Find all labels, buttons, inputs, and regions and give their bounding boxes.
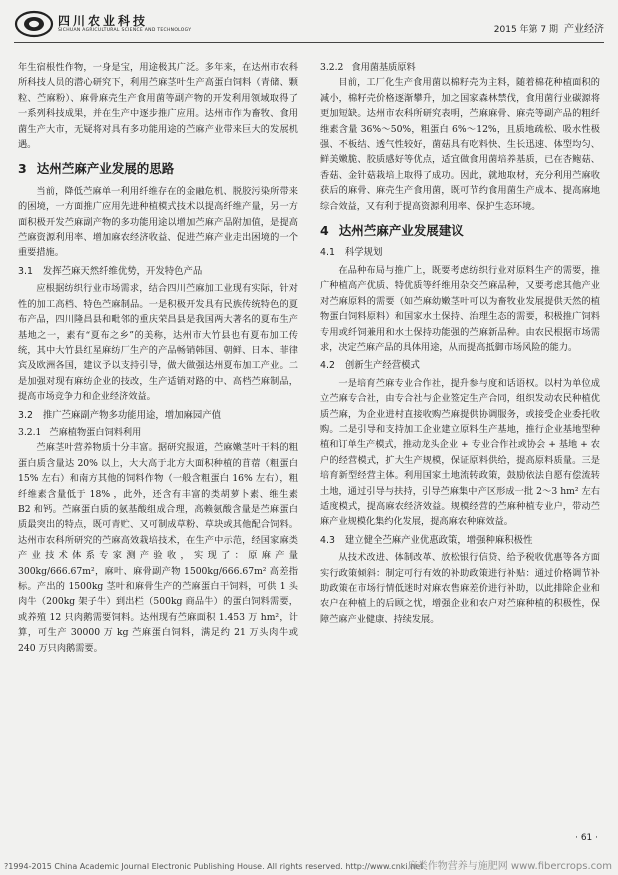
subsection-number: 4.1: [320, 247, 335, 259]
section-heading: [320, 223, 600, 238]
subsection-title: 建立健全苎麻产业优惠政策，增强种麻积极性: [344, 534, 533, 546]
issue-info: [494, 20, 604, 35]
subsection-heading: [320, 358, 600, 373]
copyright-text: ?1994-2015 China Academic Journal Electronic Publishing House. All rights reserved. http://www.cnki.net: [4, 862, 424, 871]
page-header: [14, 8, 604, 43]
paragraph: 在品种布局与推广上，既要考虑纺织行业对原料生产的需要，推广种植高产优质、特优质等纤维用杂交苎麻品种，又要考虑其他产业对苎麻原料的需要（如苎麻幼嫩茎叶可以为畜牧业发展提供天然的植物蛋白饲料原料）和国家水土保持、治理生态的需要，积极推广饲料专用或纤饲兼用和水土保持功能强的苎麻新品种。由农民根据市场需求，决定苎麻产品的具体用途，从而提高抵御市场风险的能力。: [320, 264, 600, 353]
subsection-number: 4.3: [320, 534, 335, 546]
paragraph: 当前，降低苎麻单一利用纤维存在的金融危机、脱胶污染所带来的困境，一方面推广应用先进种植模式技术以提高纤维产量，另一方面积极开发苎麻副产物的多功能用途以增加苎麻产品附加值，是提高苎麻资源利用率、增加麻农经济收益、促进苎麻产业走出困境的一个重要措施。: [18, 185, 298, 259]
subsubsection-number: 3.2.2: [320, 62, 344, 73]
issue-number: 2015 年第 7 期: [493, 25, 558, 35]
subsection-title: 推广苎麻副产物多功能用途，增加麻园产值: [42, 409, 222, 421]
subsubsection-heading: [320, 60, 600, 75]
subsection-number: 3.1: [18, 265, 33, 277]
subsection-heading: [320, 245, 600, 260]
section-title: 达州苎麻产业发展建议: [338, 223, 464, 239]
page-number: · 61 ·: [575, 833, 598, 843]
section-number: 4: [320, 223, 329, 239]
left-column: [18, 60, 298, 656]
journal-subtitle: SICHUAN AGRICULTURAL SCIENCE AND TECHNOLOGY: [58, 28, 192, 33]
page-footer: [0, 858, 618, 875]
subsubsection-title: 苎麻植物蛋白饲料利用: [49, 426, 142, 438]
subsubsection-title: 食用菌基质原料: [351, 62, 416, 73]
subsubsection-heading: [18, 425, 298, 440]
paragraph: 目前，工厂化生产食用菌以棉籽壳为主料，随着棉花种植面积的减小，棉籽壳价格逐渐攀升，加之国家森林禁伐，食用菌行业碳源将更加短缺。达州市农科所研究表明，苎麻麻骨、麻壳等副产品的粗纤维素含量 36%～50%，粗蛋白 6%～12%，且质地疏松、吸水性极强、不板结、透气性较好，菌菇具有吃料快、生长迅速、体型均匀、鲜美嫩脆、胶质感好等优点，适宜做食用菌培养基质，已在杏鲍菇、香菇、金针菇栽培上取得了成功。因此，就地取材，充分利用苎麻收获后的麻骨、麻壳生产食用菌，既可节约食用菌生产成本、提高麻地综合效益，又有利于提高资源利用率、保护生态环境。: [320, 77, 600, 212]
paragraph: 年生宿根性作物，一身是宝，用途极其广泛。多年来，在达州市农科所科技人员的潜心研究下，利用苎麻茎叶生产高蛋白饲料（青储、颗粒、苎麻粉）、麻骨麻壳生产食用菌等副产物的开发利用领域取得了一系列科技成果，并在生产中逐步推广应用。达州市作为畜牧、食用菌生产大市，无疑将对具有多功能用途的苎麻产业带来巨大的发展机遇。: [18, 62, 298, 151]
section-name: 产业经济: [564, 24, 604, 35]
section-heading: [18, 161, 298, 176]
subsection-heading: [18, 408, 298, 423]
paragraph: 应根据纺织行业市场需求，结合四川苎麻加工业现有实际，针对性的加工高档、特色苎麻制品。一是积极开发具有民族传统特色的夏布产品，四川隆昌县和毗邻的重庆荣昌县是我国两大著名的夏布生产基地之一，素有“夏布之乡”的美称，达州市大竹县也有夏布加工传统，其中大竹县红星麻纺厂生产的产品畅销韩国、朝鲜、日本、菲律宾及欧洲各国，建议予以支持引导，做大做强达州夏布加工产业。二是加强对现有麻纺企业的技改，生产适销对路的中、高档苎麻制品，提高市场竞争力和企业经济效益。: [18, 283, 298, 403]
paragraph: 苎麻茎叶营养物质十分丰富。据研究报道，苎麻嫩茎叶干料的粗蛋白质含量达 20% 以上，大大高于北方大面积种植的苜蓿（粗蛋白 15% 左右）和南方其他的饲料作物（一般含粗蛋白 16% 左右），粗纤维素含量低于 18% ，此外，还含有丰富的类胡萝卜素、维生素 B2 和钙。苎麻蛋白质的氨基酸组成合理，高赖氨酸含量是苎麻蛋白质最突出的特点，既可青贮、又可制成草粉、草块或其他配合饲料。达州市农科所研究的苎麻高效栽培技术，在生产中示范，经国家麻类产业技术体系专家测产验收，实现了：原麻产量 300kg/666.67m²，麻叶、麻骨副产物 1500kg/666.67m² 高差指标。产出的 1500kg 茎叶和麻骨生产的苎麻蛋白干饲料，可供 1 头肉牛（200kg 架子牛）到出栏（500kg 商品牛）的蛋白饲料需要，或养殖 12 只肉鹅需要饲料。达州现有苎麻面积 1.453 万 hm²，计算，可生产 30000 万 kg 苎麻蛋白饲料，满足约 21 万头肉牛或 240 万只肉鹅需要。: [18, 442, 298, 654]
watermark: 麻类作物营养与施肥网 www.fibercrops.com: [407, 861, 612, 872]
subsection-heading: [320, 533, 600, 548]
journal-name: 四川农业科技: [58, 14, 149, 28]
section-title: 达州苎麻产业发展的思路: [36, 161, 175, 177]
subsubsection-number: 3.2.1: [18, 426, 42, 438]
subsection-number: 4.2: [320, 360, 335, 372]
subsection-number: 3.2: [18, 409, 33, 421]
journal-logo-icon: [14, 10, 54, 38]
section-number: 3: [18, 161, 27, 177]
subsection-title: 科学规划: [344, 247, 383, 259]
subsection-title: 发挥苎麻天然纤维优势，开发特色产品: [42, 265, 203, 277]
right-column: [320, 60, 600, 627]
subsection-heading: [18, 264, 298, 279]
paragraph: 一是培育苎麻专业合作社，提升参与度和话语权。以村为单位成立苎麻专合社，由专合社与企业签定生产合同，组织发动农民种植优质苎麻，为企业进村直接收购苎麻提供协调服务，或接受企业委托收购。二是引导和支持加工企业建立原料生产基地，推行企业基地型种植和订单生产模式，推动龙头企业 + 专业合作社或协会 + 基地 + 农户的经营模式，扩大生产规模，保证原料供给，提高原料质量。三是培育新型经营主体。利用国家土地流转政策，鼓励依法自愿有偿流转土地，通过引导与扶持，引导苎麻集中产区形成一批 2～3 hm² 左右适度模式，提高麻农经济效益。规模经营的苎麻种植专业户，带动苎麻产业规模化集约化发展，提高麻农种麻效益。: [320, 377, 600, 528]
subsection-title: 创新生产经营模式: [344, 360, 420, 372]
paragraph: 从技术改进、体制改革、放松银行信贷、给予税收优惠等各方面实行政策倾斜：制定可行有效的补助政策进行补贴：通过价格调节补助政策在市场行情低迷时对麻农售麻差价进行补助，以此排除企业和农户在种植上的后顾之忧，增强企业和农户对苎麻种植的积极性，保障苎麻产业健康、持续发展。: [320, 552, 600, 625]
